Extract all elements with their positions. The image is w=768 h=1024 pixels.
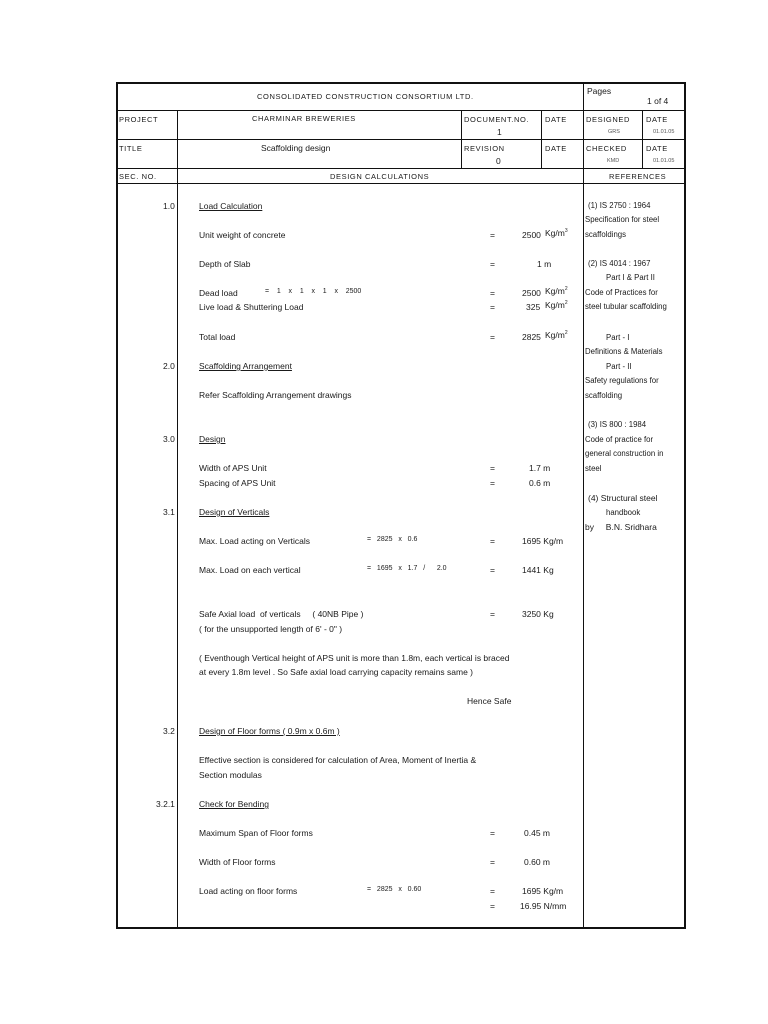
effective-section-line-2: Section modulas [199,770,262,780]
dead-load-unit: $Kg/m^2$ [545,286,568,296]
section-3-2-number: 3.2 [163,726,175,736]
unit-weight-value: 2500 [522,230,541,240]
checked-date-label: DATE [646,144,668,153]
ref-line-5: Part I & Part II [606,273,655,282]
frame-bottom [116,927,686,929]
load-each-vertical-value: 1441 Kg [522,565,554,575]
hence-safe-text: Hence Safe [467,696,512,706]
sec-no-label: SEC. NO. [119,172,157,181]
date2-label: DATE [545,144,567,153]
max-span-equals: = [490,828,495,838]
ref-line-11: Safety regulations for [585,376,659,385]
frame-top [116,82,686,84]
section-1-number: 1.0 [163,201,175,211]
designed-date-value: 01.01.05 [653,129,675,135]
load-each-vertical-label: Max. Load on each vertical [199,565,301,575]
floor-load-value: 1695 Kg/m [522,886,564,896]
aps-width-value: 1.7 m [529,463,551,473]
aps-spacing-equals: = [490,478,495,488]
unit-weight-label: Unit weight of concrete [199,230,286,240]
refer-drawings-text: Refer Scaffolding Arrangement drawings [199,390,352,400]
floor-width-equals: = [490,857,495,867]
live-load-label: Live load & Shuttering Load [199,302,304,312]
designed-value: GRS [608,129,620,135]
floor-load-label: Load acting on floor forms [199,886,298,896]
references-label: REFERENCES [609,172,667,181]
floor-load-n-equals: = [490,901,495,911]
col-line-date [541,110,542,168]
dead-load-value: 2500 [522,288,541,298]
bracing-paragraph-line-2: at every 1.8m level . So Safe axial load carrying capacity remains same ) [199,667,474,677]
date-label: DATE [545,115,567,124]
ref-line-7: steel tubular scaffolding [585,302,667,311]
ref-line-3: scaffoldings [585,230,627,239]
project-value: CHARMINAR BREWERIES [252,114,356,123]
revision-label: REVISION [464,144,505,153]
effective-section-line-1: Effective section is considered for calculation of Area, Moment of Inertia & [199,755,477,765]
load-each-vertical-equals: = [490,565,495,575]
unit-weight-unit: $Kg/m^3$ [545,228,568,238]
section-3-number: 3.0 [163,434,175,444]
safe-axial-load-label: Safe Axial load of verticals ( 40NB Pipe ) [199,609,364,619]
max-load-verticals-value: 1695 Kg/m [522,536,564,546]
title-value: Scaffolding design [261,143,331,153]
ref-line-14: Code of practice for [585,435,654,444]
pages-label: Pages [587,86,612,96]
depth-equals: = [490,259,495,269]
safe-axial-load-value: 3250 Kg [522,609,554,619]
aps-spacing-label: Spacing of APS Unit [199,478,276,488]
checked-label: CHECKED [586,144,627,153]
row-line-2 [116,139,686,140]
aps-width-equals: = [490,463,495,473]
designed-label: DESIGNED [586,115,630,124]
section-3-2-1-number: 3.2.1 [156,799,175,809]
total-load-label: Total load [199,332,236,342]
checked-value: KMD [607,158,620,164]
ref-line-16: steel [585,464,602,473]
pages-value: 1 of 4 [647,96,669,106]
ref-line-15: general construction in [585,449,664,458]
col-line-designed-date [642,110,643,168]
total-load-unit: $Kg/m^2$ [545,330,568,340]
max-load-verticals-equals: = [490,536,495,546]
ref-line-18: handbook [606,508,641,517]
unit-weight-equals: = [490,230,495,240]
frame-right [684,82,686,929]
ref-line-19: by B.N. Sridhara [585,522,657,532]
total-load-equals: = [490,332,495,342]
frame-left [116,82,118,929]
col-line-refs [583,82,584,929]
load-each-vertical-expression: = 1695 x 1.7 / 2.0 [367,565,447,572]
live-load-unit: $Kg/m^2$ [545,300,568,310]
max-load-verticals-label: Max. Load acting on Verticals [199,536,311,546]
ref-line-17: (4) Structural steel [588,493,658,503]
dead-load-equals: = [490,288,495,298]
section-3-title: Design [199,434,226,444]
safe-axial-load-equals: = [490,609,495,619]
depth-label: Depth of Slab [199,259,251,269]
col-line-doc [461,110,462,168]
floor-width-value: 0.60 m [524,857,550,867]
section-3-2-1-title: Check for Bending [199,799,269,809]
max-span-label: Maximum Span of Floor forms [199,828,313,838]
section-3-1-number: 3.1 [163,507,175,517]
ref-line-8: Part - I [606,333,630,342]
dead-load-expression: = 1 x 1 x 1 x 2500 [265,288,362,295]
section-2-title: Scaffolding Arrangement [199,361,292,371]
max-span-value: 0.45 m [524,828,550,838]
design-calc-label: DESIGN CALCULATIONS [330,172,430,181]
dead-load-label: Dead load [199,288,238,298]
col-line-sec [177,110,178,929]
row-line-3 [116,168,686,169]
ref-line-10: Part - II [606,362,632,371]
ref-line-6: Code of Practices for [585,288,658,297]
ref-line-13: (3) IS 800 : 1984 [588,420,647,429]
live-load-equals: = [490,302,495,312]
floor-load-n-value: 16.95 N/mm [520,901,567,911]
ref-line-2: Specification for steel [585,215,660,224]
row-line-4 [116,183,686,184]
floor-load-equals: = [490,886,495,896]
aps-spacing-value: 0.6 m [529,478,551,488]
company-name: CONSOLIDATED CONSTRUCTION CONSORTIUM LTD. [257,92,474,101]
bracing-paragraph-line-1: ( Eventhough Vertical height of APS unit is more than 1.8m, each vertical is braced [199,653,510,663]
floor-width-label: Width of Floor forms [199,857,276,867]
document-value: 1 [497,127,502,137]
ref-line-1: (1) IS 2750 : 1964 [588,201,651,210]
revision-value: 0 [496,156,501,166]
project-label: PROJECT [119,115,159,124]
max-load-verticals-expression: = 2825 x 0.6 [367,536,418,543]
section-1-title: Load Calculation [199,201,263,211]
ref-line-9: Definitions & Materials [585,347,663,356]
aps-width-label: Width of APS Unit [199,463,267,473]
floor-load-expression: = 2825 x 0.60 [367,886,422,893]
total-load-value: 2825 [522,332,541,342]
document-label: DOCUMENT.NO. [464,115,530,124]
ref-line-4: (2) IS 4014 : 1967 [588,259,651,268]
live-load-value: 325 [526,302,541,312]
checked-date-value: 01.01.05 [653,158,675,164]
section-2-number: 2.0 [163,361,175,371]
unsupported-length-note: ( for the unsupported length of 6' - 0" ) [199,624,343,634]
depth-value: 1 m [537,259,552,269]
title-label: TITLE [119,144,143,153]
row-line-1 [116,110,686,111]
ref-line-12: scaffolding [585,391,623,400]
section-3-2-title: Design of Floor forms ( 0.9m x 0.6m ) [199,726,340,736]
section-3-1-title: Design of Verticals [199,507,270,517]
designed-date-label: DATE [646,115,668,124]
